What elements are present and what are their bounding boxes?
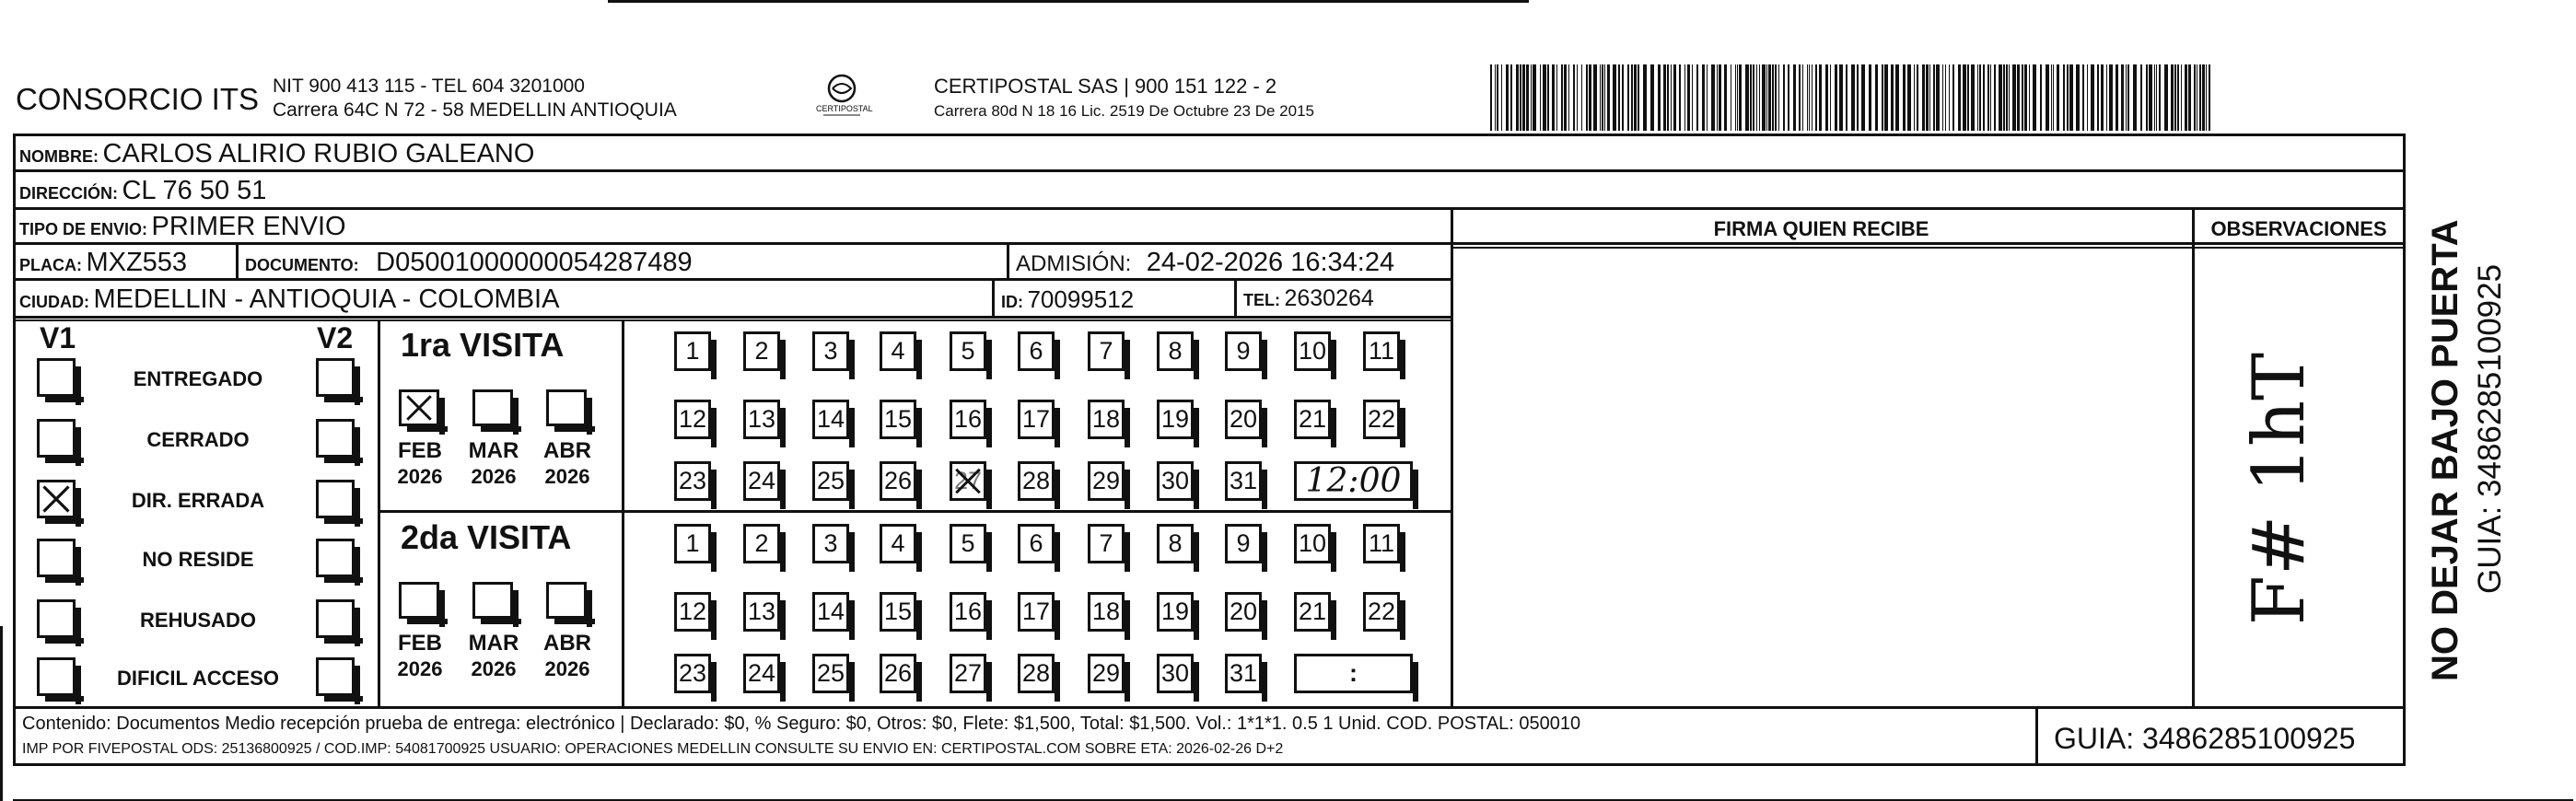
v1-checkbox-4[interactable] [37, 539, 76, 577]
visit-1-month-year-feb: 2026 [397, 465, 443, 488]
visit-2-day-15[interactable]: 15 [880, 592, 916, 632]
visit-1-month-box-abr[interactable] [546, 389, 587, 426]
footer-print-line: IMP POR FIVEPOSTAL ODS: 25136800925 / COD.IMP: 54081700925 USUARIO: OPERACIONES MEDELLIN CONSULTE SU ENVIO EN: CERTIPOSTAL.COM SOBRE ETA: 2026-02-26 D+2 [22, 741, 1284, 757]
visit-1-day-29[interactable]: 29 [1088, 461, 1125, 501]
observaciones-header: OBSERVACIONES [2210, 217, 2387, 240]
visit-1-day-5[interactable]: 5 [950, 331, 986, 371]
frame-right [2403, 134, 2406, 766]
visit-2-day-27[interactable]: 27 [950, 654, 986, 693]
company-nit: NIT 900 413 115 - TEL 604 3201000 [273, 75, 585, 97]
admision-row [1016, 250, 1394, 276]
side-warning: NO DEJAR BAJO PUERTA [2425, 219, 2465, 681]
company-name: CONSORCIO ITS [16, 82, 260, 116]
visit-2-day-2[interactable]: 2 [743, 524, 780, 563]
row-line-2 [13, 207, 2406, 210]
visit-2-month-name-abr: ABR [543, 631, 591, 656]
nombre-value: CARLOS ALIRIO RUBIO GALEANO [102, 139, 535, 168]
col-guia-left [2035, 709, 2038, 765]
visit-1-day-18[interactable]: 18 [1088, 400, 1125, 439]
v1-checkbox-5[interactable] [37, 599, 76, 638]
visit-2-day-1[interactable]: 1 [674, 524, 711, 563]
placa-value: MXZ553 [86, 248, 188, 277]
certipostal-title: CERTIPOSTAL SAS | 900 151 122 - 2 [934, 75, 1277, 98]
col-firma-left [1451, 210, 1453, 708]
tipo-envio-label: TIPO DE ENVIO: [19, 220, 148, 238]
visit-2-day-21[interactable]: 21 [1294, 592, 1331, 632]
visit-1-day-17[interactable]: 17 [1018, 400, 1055, 439]
visit-2-month-year-abr: 2026 [544, 657, 590, 680]
visit-1-day-7[interactable]: 7 [1088, 331, 1125, 371]
visit-2-month-name-feb: FEB [398, 631, 442, 656]
id-label: ID: [1001, 293, 1023, 311]
visit-1-day-12[interactable]: 12 [674, 400, 711, 439]
status-label-4: NO RESIDE [142, 548, 254, 571]
col-status-right [378, 319, 380, 708]
visit-1-day-23[interactable]: 23 [674, 461, 711, 501]
visit-2-day-14[interactable]: 14 [812, 592, 849, 632]
visit-2-day-3[interactable]: 3 [812, 524, 849, 563]
certipostal-logo [816, 70, 873, 122]
visit-2-month-box-feb[interactable] [399, 582, 439, 619]
visit-2-month-box-mar[interactable] [472, 582, 513, 619]
visit-title-1: 1ra VISITA [401, 326, 565, 364]
observaciones-handwritten: F# 1hT [2238, 352, 2321, 626]
visit-1-day-30[interactable]: 30 [1157, 461, 1194, 501]
visit-1-day-20[interactable]: 20 [1225, 400, 1262, 439]
documento-row [245, 250, 693, 276]
v2-label: V2 [317, 321, 354, 354]
v1-label: V1 [40, 321, 76, 354]
frame-left [13, 134, 16, 766]
v1-checkbox-6[interactable] [37, 657, 76, 696]
documento-value: D05001000000054287489 [376, 248, 693, 277]
direccion-label: DIRECCIÓN: [19, 184, 118, 203]
visit-1-time-field[interactable]: 12:00 [1294, 461, 1413, 501]
scan-top-edge [608, 0, 1529, 3]
visit-2-day-23[interactable]: 23 [674, 654, 711, 693]
visit-2-day-10[interactable]: 10 [1294, 524, 1331, 563]
placa-row [19, 250, 187, 276]
visit-2-month-year-feb: 2026 [397, 657, 443, 680]
footer-content-line: Contenido: Documentos Medio recepción prueba de entrega: electrónico | Declarado: $0, % Seguro: $0, Otros: $0, Flete: $1,500, Total: $1,500. Vol.: 1*1*1. 0.5 1 Unid. COD. POSTAL: 050010 [22, 714, 1581, 734]
firma-header: FIRMA QUIEN RECIBE [1713, 217, 1929, 240]
v2-checkbox-6[interactable] [316, 657, 355, 696]
v2-checkbox-5[interactable] [316, 599, 355, 638]
visit-1-month-box-mar[interactable] [472, 389, 513, 426]
visit-2-day-6[interactable]: 6 [1018, 524, 1055, 563]
visit-1-day-13[interactable]: 13 [743, 400, 780, 439]
visit-1-month-year-mar: 2026 [471, 465, 517, 488]
v1-checkbox-3[interactable] [37, 480, 76, 518]
status-label-2: CERRADO [146, 428, 250, 451]
visit-2-day-13[interactable]: 13 [743, 592, 780, 632]
visit-1-day-25[interactable]: 25 [812, 461, 849, 501]
visit-1-day-21[interactable]: 21 [1294, 400, 1331, 439]
id-row [1001, 287, 1134, 311]
visit-1-day-24[interactable]: 24 [743, 461, 780, 501]
visit-1-day-3[interactable]: 3 [812, 331, 849, 371]
col-obs-left [2192, 210, 2195, 708]
ciudad-label: CIUDAD: [19, 293, 89, 311]
visit-title-2: 2da VISITA [401, 518, 572, 556]
v2-checkbox-2[interactable] [316, 419, 355, 458]
visit-1-day-1[interactable]: 1 [674, 331, 711, 371]
visit-2-day-5[interactable]: 5 [950, 524, 986, 563]
documento-label: DOCUMENTO: [245, 256, 359, 274]
visit-2-day-18[interactable]: 18 [1088, 592, 1125, 632]
visit-2-day-8[interactable]: 8 [1157, 524, 1194, 563]
visit-2-day-22[interactable]: 22 [1363, 592, 1400, 632]
visit-1-day-31[interactable]: 31 [1225, 461, 1262, 501]
col-placa-right [236, 245, 239, 280]
direccion-value: CL 76 50 51 [122, 176, 267, 205]
v1-checkbox-1[interactable] [37, 358, 76, 397]
footer-top-line [13, 706, 2406, 709]
visit-2-day-17[interactable]: 17 [1018, 592, 1055, 632]
visit-1-month-name-feb: FEB [398, 438, 442, 463]
status-label-5: REHUSADO [140, 609, 256, 632]
visit-2-month-name-mar: MAR [468, 631, 519, 656]
logo-text: CERTIPOSTAL [816, 104, 873, 113]
firma-area[interactable] [1455, 250, 2190, 705]
ciudad-value: MEDELLIN - ANTIOQUIA - COLOMBIA [93, 284, 560, 314]
certipostal-address: Carrera 80d N 18 16 Lic. 2519 De Octubre 23 De 2015 [934, 102, 1314, 120]
status-label-6: DIFICIL ACCESO [116, 667, 279, 690]
nombre-label: NOMBRE: [19, 147, 99, 166]
admision-label: ADMISIÓN: [1016, 251, 1132, 276]
tipo-envio-value: PRIMER ENVIO [151, 212, 346, 241]
visit-1-day-2[interactable]: 2 [743, 331, 780, 371]
v2-checkbox-1[interactable] [316, 358, 355, 397]
visit-2-day-19[interactable]: 19 [1157, 592, 1194, 632]
visit-1-month-name-abr: ABR [543, 438, 591, 463]
visit-divider [378, 510, 1451, 513]
visit-1-day-16[interactable]: 16 [950, 400, 986, 439]
visit-1-day-4[interactable]: 4 [880, 331, 916, 371]
col-tel-left [1234, 281, 1237, 318]
visit-1-day-19[interactable]: 19 [1157, 400, 1194, 439]
visit-1-day-15[interactable]: 15 [880, 400, 916, 439]
footer-guia: GUIA: 3486285100925 [2054, 722, 2356, 755]
visit-1-day-26[interactable]: 26 [880, 461, 916, 501]
visit-2-month-box-abr[interactable] [546, 582, 587, 619]
visit-2-time-field[interactable]: : [1294, 654, 1413, 693]
direccion-row [19, 178, 266, 204]
visit-2-day-26[interactable]: 26 [880, 654, 916, 693]
placa-label: PLACA: [19, 256, 82, 274]
visit-1-month-year-abr: 2026 [544, 465, 590, 488]
visit-1-day-9[interactable]: 9 [1225, 331, 1262, 371]
visit-1-month-name-mar: MAR [468, 438, 519, 463]
row-line-3 [13, 242, 2406, 245]
observaciones-area[interactable] [2197, 250, 2401, 705]
visit-1-day-10[interactable]: 10 [1294, 331, 1331, 371]
status-label-3: DIR. ERRADA [131, 489, 265, 512]
admision-value: 24-02-2026 16:34:24 [1146, 248, 1395, 277]
col-id-left [992, 281, 995, 318]
nombre-row [19, 141, 534, 168]
company-address: Carrera 64C N 72 - 58 MEDELLIN ANTIOQUIA [273, 99, 677, 121]
visit-2-day-24[interactable]: 24 [743, 654, 780, 693]
visit-1-day-14[interactable]: 14 [812, 400, 849, 439]
ciudad-row [19, 286, 559, 313]
visit-2-month-year-mar: 2026 [471, 657, 517, 680]
frame-bottom [13, 763, 2406, 766]
v1-checkbox-2[interactable] [37, 419, 76, 458]
visit-2-day-9[interactable]: 9 [1225, 524, 1262, 563]
tel-label: TEL: [1243, 291, 1280, 309]
barcode [1490, 64, 2218, 131]
visit-1-day-6[interactable]: 6 [1018, 331, 1055, 371]
visit-2-day-28[interactable]: 28 [1018, 654, 1055, 693]
frame-top [13, 134, 2406, 136]
status-label-1: ENTREGADO [133, 367, 263, 390]
visit-2-day-29[interactable]: 29 [1088, 654, 1125, 693]
visit-2-day-4[interactable]: 4 [880, 524, 916, 563]
id-value: 70099512 [1027, 285, 1135, 313]
visit-1-day-11[interactable]: 11 [1363, 331, 1400, 371]
visit-1-month-box-feb[interactable] [399, 389, 439, 426]
v2-checkbox-4[interactable] [316, 539, 355, 577]
visit-2-day-11[interactable]: 11 [1363, 524, 1400, 563]
visit-1-day-27[interactable]: 27 [950, 461, 986, 501]
visit-1-day-28[interactable]: 28 [1018, 461, 1055, 501]
visit-1-day-8[interactable]: 8 [1157, 331, 1194, 371]
row-line-3b [1451, 247, 2403, 249]
visit-2-day-12[interactable]: 12 [674, 592, 711, 632]
v2-checkbox-3[interactable] [316, 480, 355, 518]
col-admision-left [1007, 245, 1009, 280]
visit-1-day-22[interactable]: 22 [1363, 400, 1400, 439]
visit-2-day-7[interactable]: 7 [1088, 524, 1125, 563]
visit-2-day-30[interactable]: 30 [1157, 654, 1194, 693]
visit-2-day-25[interactable]: 25 [812, 654, 849, 693]
tipo-envio-row [19, 214, 346, 240]
visit-2-day-31[interactable]: 31 [1225, 654, 1262, 693]
col-months-right [622, 319, 624, 708]
side-guia: GUIA: 3486285100925 [2472, 263, 2508, 594]
left-margin-mark [0, 626, 3, 801]
tel-value: 2630264 [1284, 285, 1374, 311]
tel-row [1243, 287, 1374, 310]
visit-2-day-16[interactable]: 16 [950, 592, 986, 632]
certipostal-logo-icon [816, 70, 873, 122]
visit-2-day-20[interactable]: 20 [1225, 592, 1262, 632]
row-line-1 [13, 169, 2406, 172]
row-line-6 [13, 319, 1451, 321]
